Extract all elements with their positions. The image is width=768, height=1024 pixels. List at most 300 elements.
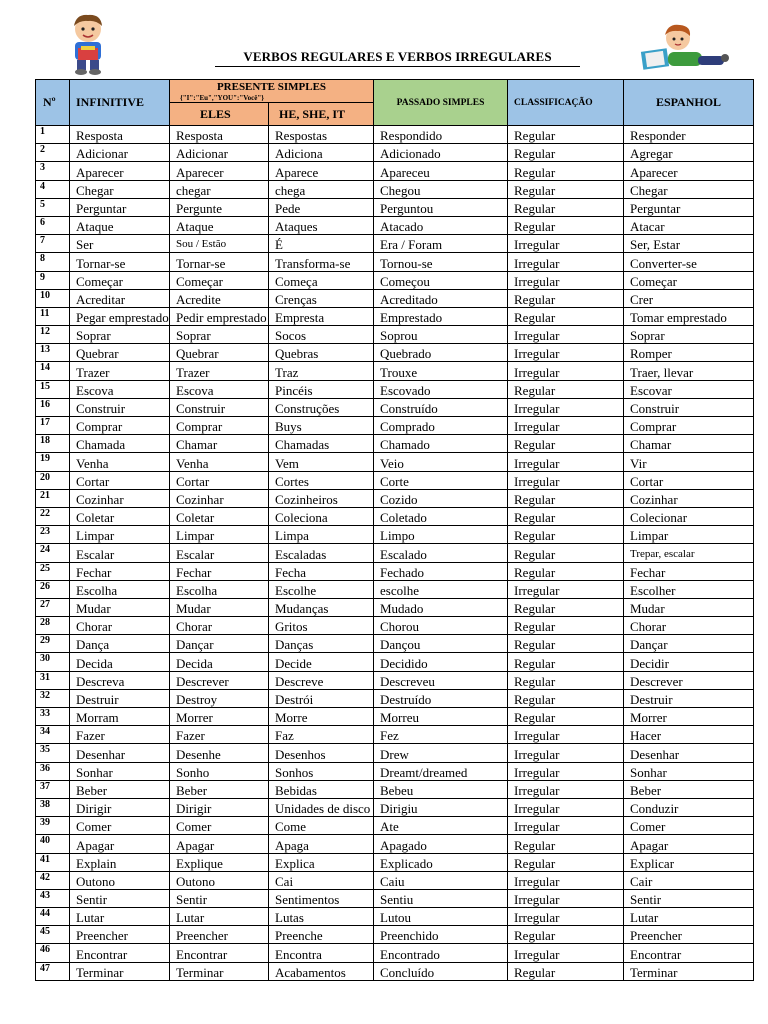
he-she-it-cell: Escolhe xyxy=(269,580,374,598)
table-row xyxy=(36,544,754,562)
infinitive-cell: Mudar xyxy=(70,598,170,616)
classification-cell: Irregular xyxy=(508,780,624,798)
past-simple-cell: Chorou xyxy=(374,617,508,635)
eles-cell: Fechar xyxy=(170,562,269,580)
classification-cell: Irregular xyxy=(508,326,624,344)
table-row xyxy=(36,126,754,144)
eles-cell: Comer xyxy=(170,817,269,835)
table-row xyxy=(36,344,754,362)
spanish-cell: Apagar xyxy=(624,835,754,853)
row-number: 8 xyxy=(36,253,70,271)
spanish-cell: Comprar xyxy=(624,417,754,435)
he-she-it-cell: Gritos xyxy=(269,617,374,635)
table-row xyxy=(36,507,754,525)
past-simple-cell: escolhe xyxy=(374,580,508,598)
he-she-it-cell: Lutas xyxy=(269,908,374,926)
classification-cell: Regular xyxy=(508,689,624,707)
classification-cell: Regular xyxy=(508,598,624,616)
row-number: 37 xyxy=(36,780,70,798)
row-number: 31 xyxy=(36,671,70,689)
spanish-cell: Ser, Estar xyxy=(624,235,754,253)
he-she-it-cell: Bebidas xyxy=(269,780,374,798)
classification-cell: Irregular xyxy=(508,908,624,926)
infinitive-cell: Outono xyxy=(70,871,170,889)
eles-cell: Outono xyxy=(170,871,269,889)
classification-cell: Regular xyxy=(508,126,624,144)
past-simple-cell: Emprestado xyxy=(374,307,508,325)
past-simple-cell: Preenchido xyxy=(374,926,508,944)
table-row xyxy=(36,144,754,162)
table-row xyxy=(36,853,754,871)
eles-cell: Descrever xyxy=(170,671,269,689)
eles-cell: Começar xyxy=(170,271,269,289)
infinitive-cell: Perguntar xyxy=(70,198,170,216)
infinitive-cell: Venha xyxy=(70,453,170,471)
table-row xyxy=(36,708,754,726)
he-she-it-cell: Limpa xyxy=(269,526,374,544)
spanish-cell: Responder xyxy=(624,126,754,144)
eles-cell: Sentir xyxy=(170,889,269,907)
table-row xyxy=(36,326,754,344)
past-simple-cell: Escalado xyxy=(374,544,508,562)
spanish-cell: Lutar xyxy=(624,908,754,926)
eles-cell: Adicionar xyxy=(170,144,269,162)
row-number: 12 xyxy=(36,326,70,344)
table-row xyxy=(36,726,754,744)
infinitive-cell: Sentir xyxy=(70,889,170,907)
table-row xyxy=(36,780,754,798)
table-row xyxy=(36,617,754,635)
classification-cell: Regular xyxy=(508,489,624,507)
row-number: 44 xyxy=(36,908,70,926)
infinitive-cell: Descreva xyxy=(70,671,170,689)
infinitive-cell: Resposta xyxy=(70,126,170,144)
spanish-cell: Terminar xyxy=(624,962,754,980)
row-number: 7 xyxy=(36,235,70,253)
classification-cell: Regular xyxy=(508,853,624,871)
infinitive-cell: Cozinhar xyxy=(70,489,170,507)
classification-cell: Regular xyxy=(508,835,624,853)
infinitive-cell: Beber xyxy=(70,780,170,798)
classification-cell: Irregular xyxy=(508,235,624,253)
classification-cell: Regular xyxy=(508,671,624,689)
eles-cell: Pedir emprestado xyxy=(170,307,269,325)
spanish-cell: Escolher xyxy=(624,580,754,598)
verbs-table-body xyxy=(36,126,754,981)
eles-cell: Venha xyxy=(170,453,269,471)
boy-reading-icon xyxy=(63,12,113,76)
infinitive-cell: Limpar xyxy=(70,526,170,544)
row-number: 5 xyxy=(36,198,70,216)
eles-cell: Pergunte xyxy=(170,198,269,216)
spanish-cell: Aparecer xyxy=(624,162,754,180)
row-number: 4 xyxy=(36,180,70,198)
eles-cell: Decida xyxy=(170,653,269,671)
row-number: 45 xyxy=(36,926,70,944)
eles-cell: Trazer xyxy=(170,362,269,380)
row-number: 36 xyxy=(36,762,70,780)
spanish-cell: Mudar xyxy=(624,598,754,616)
he-she-it-cell: Transforma-se xyxy=(269,253,374,271)
table-row xyxy=(36,398,754,416)
past-simple-cell: Dreamt/dreamed xyxy=(374,762,508,780)
eles-cell: Comprar xyxy=(170,417,269,435)
table-row xyxy=(36,962,754,980)
row-number: 29 xyxy=(36,635,70,653)
past-simple-cell: Descreveu xyxy=(374,671,508,689)
classification-cell: Regular xyxy=(508,617,624,635)
infinitive-cell: Escova xyxy=(70,380,170,398)
table-row xyxy=(36,526,754,544)
he-she-it-cell: Fecha xyxy=(269,562,374,580)
spanish-cell: Encontrar xyxy=(624,944,754,962)
he-she-it-cell: Coleciona xyxy=(269,507,374,525)
past-simple-cell: Atacado xyxy=(374,216,508,234)
header-present-simple xyxy=(170,80,374,103)
classification-cell: Irregular xyxy=(508,798,624,816)
he-she-it-cell: Preenche xyxy=(269,926,374,944)
eles-cell: Coletar xyxy=(170,507,269,525)
spanish-cell: Decidir xyxy=(624,653,754,671)
past-simple-cell: Apareceu xyxy=(374,162,508,180)
table-row xyxy=(36,180,754,198)
table-row xyxy=(36,744,754,762)
infinitive-cell: Coletar xyxy=(70,507,170,525)
he-she-it-cell: Crenças xyxy=(269,289,374,307)
eles-cell: Tornar-se xyxy=(170,253,269,271)
table-row xyxy=(36,435,754,453)
page-title: VERBOS REGULARES E VERBOS IRREGULARES xyxy=(215,49,580,67)
row-number: 32 xyxy=(36,689,70,707)
infinitive-cell: Aparecer xyxy=(70,162,170,180)
row-number: 1 xyxy=(36,126,70,144)
classification-cell: Regular xyxy=(508,507,624,525)
classification-cell: Regular xyxy=(508,216,624,234)
infinitive-cell: Decida xyxy=(70,653,170,671)
classification-cell: Irregular xyxy=(508,580,624,598)
he-she-it-cell: Quebras xyxy=(269,344,374,362)
infinitive-cell: Dirigir xyxy=(70,798,170,816)
row-number: 27 xyxy=(36,598,70,616)
spanish-cell: Descrever xyxy=(624,671,754,689)
spanish-cell: Conduzir xyxy=(624,798,754,816)
he-she-it-cell: Pede xyxy=(269,198,374,216)
row-number: 34 xyxy=(36,726,70,744)
he-she-it-cell: chega xyxy=(269,180,374,198)
row-number: 20 xyxy=(36,471,70,489)
header-infinitive: INFINITIVE xyxy=(70,80,170,126)
past-simple-cell: Concluído xyxy=(374,962,508,980)
spanish-cell: Construir xyxy=(624,398,754,416)
infinitive-cell: Comprar xyxy=(70,417,170,435)
eles-cell: Lutar xyxy=(170,908,269,926)
spanish-cell: Cozinhar xyxy=(624,489,754,507)
table-row xyxy=(36,162,754,180)
he-she-it-cell: Come xyxy=(269,817,374,835)
past-simple-cell: Apagado xyxy=(374,835,508,853)
spanish-cell: Dançar xyxy=(624,635,754,653)
boy-lying-reading-icon xyxy=(638,22,730,80)
row-number: 30 xyxy=(36,653,70,671)
eles-cell: Aparecer xyxy=(170,162,269,180)
infinitive-cell: Terminar xyxy=(70,962,170,980)
infinitive-cell: Trazer xyxy=(70,362,170,380)
row-number: 35 xyxy=(36,744,70,762)
spanish-cell: Crer xyxy=(624,289,754,307)
infinitive-cell: Destruir xyxy=(70,689,170,707)
spanish-cell: Explicar xyxy=(624,853,754,871)
classification-cell: Regular xyxy=(508,180,624,198)
classification-cell: Regular xyxy=(508,544,624,562)
infinitive-cell: Sonhar xyxy=(70,762,170,780)
eles-cell: Quebrar xyxy=(170,344,269,362)
table-row xyxy=(36,235,754,253)
header-spanish: ESPANHOL xyxy=(624,80,754,126)
spanish-cell: Destruir xyxy=(624,689,754,707)
row-number: 10 xyxy=(36,289,70,307)
row-number: 28 xyxy=(36,617,70,635)
header-number: Nº xyxy=(36,80,70,126)
infinitive-cell: Lutar xyxy=(70,908,170,926)
infinitive-cell: Acreditar xyxy=(70,289,170,307)
he-she-it-cell: Construções xyxy=(269,398,374,416)
classification-cell: Irregular xyxy=(508,417,624,435)
infinitive-cell: Chamada xyxy=(70,435,170,453)
spanish-cell: Hacer xyxy=(624,726,754,744)
past-simple-cell: Drew xyxy=(374,744,508,762)
classification-cell: Irregular xyxy=(508,253,624,271)
he-she-it-cell: Mudanças xyxy=(269,598,374,616)
table-row xyxy=(36,271,754,289)
eles-cell: Acredite xyxy=(170,289,269,307)
he-she-it-cell: Traz xyxy=(269,362,374,380)
past-simple-cell: Perguntou xyxy=(374,198,508,216)
spanish-cell: Morrer xyxy=(624,708,754,726)
he-she-it-cell: Cortes xyxy=(269,471,374,489)
table-row xyxy=(36,598,754,616)
table-row xyxy=(36,926,754,944)
eles-cell: Beber xyxy=(170,780,269,798)
past-simple-cell: Cozido xyxy=(374,489,508,507)
past-simple-cell: Trouxe xyxy=(374,362,508,380)
infinitive-cell: Apagar xyxy=(70,835,170,853)
infinitive-cell: Escolha xyxy=(70,580,170,598)
past-simple-cell: Construído xyxy=(374,398,508,416)
table-row xyxy=(36,689,754,707)
infinitive-cell: Cortar xyxy=(70,471,170,489)
eles-cell: Dançar xyxy=(170,635,269,653)
he-she-it-cell: Aparece xyxy=(269,162,374,180)
classification-cell: Irregular xyxy=(508,889,624,907)
row-number: 2 xyxy=(36,144,70,162)
spanish-cell: Sonhar xyxy=(624,762,754,780)
table-row xyxy=(36,635,754,653)
eles-cell: Cozinhar xyxy=(170,489,269,507)
table-row xyxy=(36,835,754,853)
classification-cell: Regular xyxy=(508,198,624,216)
row-number: 23 xyxy=(36,526,70,544)
table-row xyxy=(36,307,754,325)
infinitive-cell: Comer xyxy=(70,817,170,835)
header-eles: ELES xyxy=(170,103,269,126)
infinitive-cell: Explain xyxy=(70,853,170,871)
spanish-cell: Escovar xyxy=(624,380,754,398)
past-simple-cell: Fechado xyxy=(374,562,508,580)
classification-cell: Regular xyxy=(508,562,624,580)
table-row xyxy=(36,871,754,889)
row-number: 26 xyxy=(36,580,70,598)
row-number: 25 xyxy=(36,562,70,580)
header-past-simple: PASSADO SIMPLES xyxy=(374,80,508,126)
past-simple-cell: Comprado xyxy=(374,417,508,435)
classification-cell: Regular xyxy=(508,380,624,398)
he-she-it-cell: Respostas xyxy=(269,126,374,144)
past-simple-cell: Tornou-se xyxy=(374,253,508,271)
row-number: 6 xyxy=(36,216,70,234)
row-number: 42 xyxy=(36,871,70,889)
he-she-it-cell: É xyxy=(269,235,374,253)
table-row xyxy=(36,817,754,835)
he-she-it-cell: Encontra xyxy=(269,944,374,962)
spanish-cell: Romper xyxy=(624,344,754,362)
he-she-it-cell: Socos xyxy=(269,326,374,344)
table-row xyxy=(36,253,754,271)
he-she-it-cell: Começa xyxy=(269,271,374,289)
infinitive-cell: Ser xyxy=(70,235,170,253)
row-number: 47 xyxy=(36,962,70,980)
past-simple-cell: Coletado xyxy=(374,507,508,525)
row-number: 13 xyxy=(36,344,70,362)
past-simple-cell: Chamado xyxy=(374,435,508,453)
eles-cell: Encontrar xyxy=(170,944,269,962)
table-row xyxy=(36,762,754,780)
infinitive-cell: Dança xyxy=(70,635,170,653)
he-she-it-cell: Cai xyxy=(269,871,374,889)
classification-cell: Irregular xyxy=(508,453,624,471)
past-simple-cell: Veio xyxy=(374,453,508,471)
row-number: 11 xyxy=(36,307,70,325)
row-number: 43 xyxy=(36,889,70,907)
eles-cell: Destroy xyxy=(170,689,269,707)
eles-cell: Ataque xyxy=(170,216,269,234)
row-number: 24 xyxy=(36,544,70,562)
table-row xyxy=(36,198,754,216)
past-simple-cell: Quebrado xyxy=(374,344,508,362)
row-number: 9 xyxy=(36,271,70,289)
infinitive-cell: Chegar xyxy=(70,180,170,198)
spanish-cell: Vir xyxy=(624,453,754,471)
he-she-it-cell: Vem xyxy=(269,453,374,471)
eles-cell: Desenhe xyxy=(170,744,269,762)
row-number: 3 xyxy=(36,162,70,180)
classification-cell: Regular xyxy=(508,307,624,325)
row-number: 22 xyxy=(36,507,70,525)
infinitive-cell: Fazer xyxy=(70,726,170,744)
he-she-it-cell: Chamadas xyxy=(269,435,374,453)
classification-cell: Regular xyxy=(508,435,624,453)
he-she-it-cell: Desenhos xyxy=(269,744,374,762)
row-number: 18 xyxy=(36,435,70,453)
spanish-cell: Cair xyxy=(624,871,754,889)
he-she-it-cell: Danças xyxy=(269,635,374,653)
spanish-cell: Atacar xyxy=(624,216,754,234)
table-row xyxy=(36,489,754,507)
past-simple-cell: Encontrado xyxy=(374,944,508,962)
classification-cell: Regular xyxy=(508,526,624,544)
he-she-it-cell: Escaladas xyxy=(269,544,374,562)
past-simple-cell: Escovado xyxy=(374,380,508,398)
eles-cell: Chorar xyxy=(170,617,269,635)
spanish-cell: Fechar xyxy=(624,562,754,580)
he-she-it-cell: Morre xyxy=(269,708,374,726)
he-she-it-cell: Apaga xyxy=(269,835,374,853)
classification-cell: Regular xyxy=(508,926,624,944)
spanish-cell: Converter-se xyxy=(624,253,754,271)
spanish-cell: Começar xyxy=(624,271,754,289)
past-simple-cell: Ate xyxy=(374,817,508,835)
spanish-cell: Traer, llevar xyxy=(624,362,754,380)
spanish-cell: Cortar xyxy=(624,471,754,489)
header-he-she-it: HE, SHE, IT xyxy=(269,103,374,126)
past-simple-cell: Chegou xyxy=(374,180,508,198)
spanish-cell: Colecionar xyxy=(624,507,754,525)
past-simple-cell: Dançou xyxy=(374,635,508,653)
classification-cell: Irregular xyxy=(508,744,624,762)
row-number: 33 xyxy=(36,708,70,726)
row-number: 17 xyxy=(36,417,70,435)
classification-cell: Regular xyxy=(508,653,624,671)
infinitive-cell: Construir xyxy=(70,398,170,416)
row-number: 15 xyxy=(36,380,70,398)
classification-cell: Irregular xyxy=(508,817,624,835)
eles-cell: Mudar xyxy=(170,598,269,616)
eles-cell: Escolha xyxy=(170,580,269,598)
infinitive-cell: Começar xyxy=(70,271,170,289)
spanish-cell: Sentir xyxy=(624,889,754,907)
eles-cell: Fazer xyxy=(170,726,269,744)
he-she-it-cell: Sentimentos xyxy=(269,889,374,907)
infinitive-cell: Preencher xyxy=(70,926,170,944)
past-simple-cell: Limpo xyxy=(374,526,508,544)
spanish-cell: Preencher xyxy=(624,926,754,944)
past-simple-cell: Explicado xyxy=(374,853,508,871)
eles-cell: Morrer xyxy=(170,708,269,726)
past-simple-cell: Lutou xyxy=(374,908,508,926)
infinitive-cell: Soprar xyxy=(70,326,170,344)
he-she-it-cell: Pincéis xyxy=(269,380,374,398)
spanish-cell: Agregar xyxy=(624,144,754,162)
row-number: 19 xyxy=(36,453,70,471)
classification-cell: Irregular xyxy=(508,398,624,416)
past-simple-cell: Soprou xyxy=(374,326,508,344)
eles-cell: Escova xyxy=(170,380,269,398)
spanish-cell: Chegar xyxy=(624,180,754,198)
table-row xyxy=(36,562,754,580)
infinitive-cell: Encontrar xyxy=(70,944,170,962)
spanish-cell: Beber xyxy=(624,780,754,798)
past-simple-cell: Corte xyxy=(374,471,508,489)
he-she-it-cell: Descreve xyxy=(269,671,374,689)
spanish-cell: Comer xyxy=(624,817,754,835)
classification-cell: Irregular xyxy=(508,344,624,362)
past-simple-cell: Adicionado xyxy=(374,144,508,162)
infinitive-cell: Ataque xyxy=(70,216,170,234)
eles-cell: Apagar xyxy=(170,835,269,853)
present-simple-label: PRESENTE SIMPLES xyxy=(216,81,327,93)
classification-cell: Irregular xyxy=(508,726,624,744)
classification-cell: Irregular xyxy=(508,362,624,380)
eles-cell: Chamar xyxy=(170,435,269,453)
